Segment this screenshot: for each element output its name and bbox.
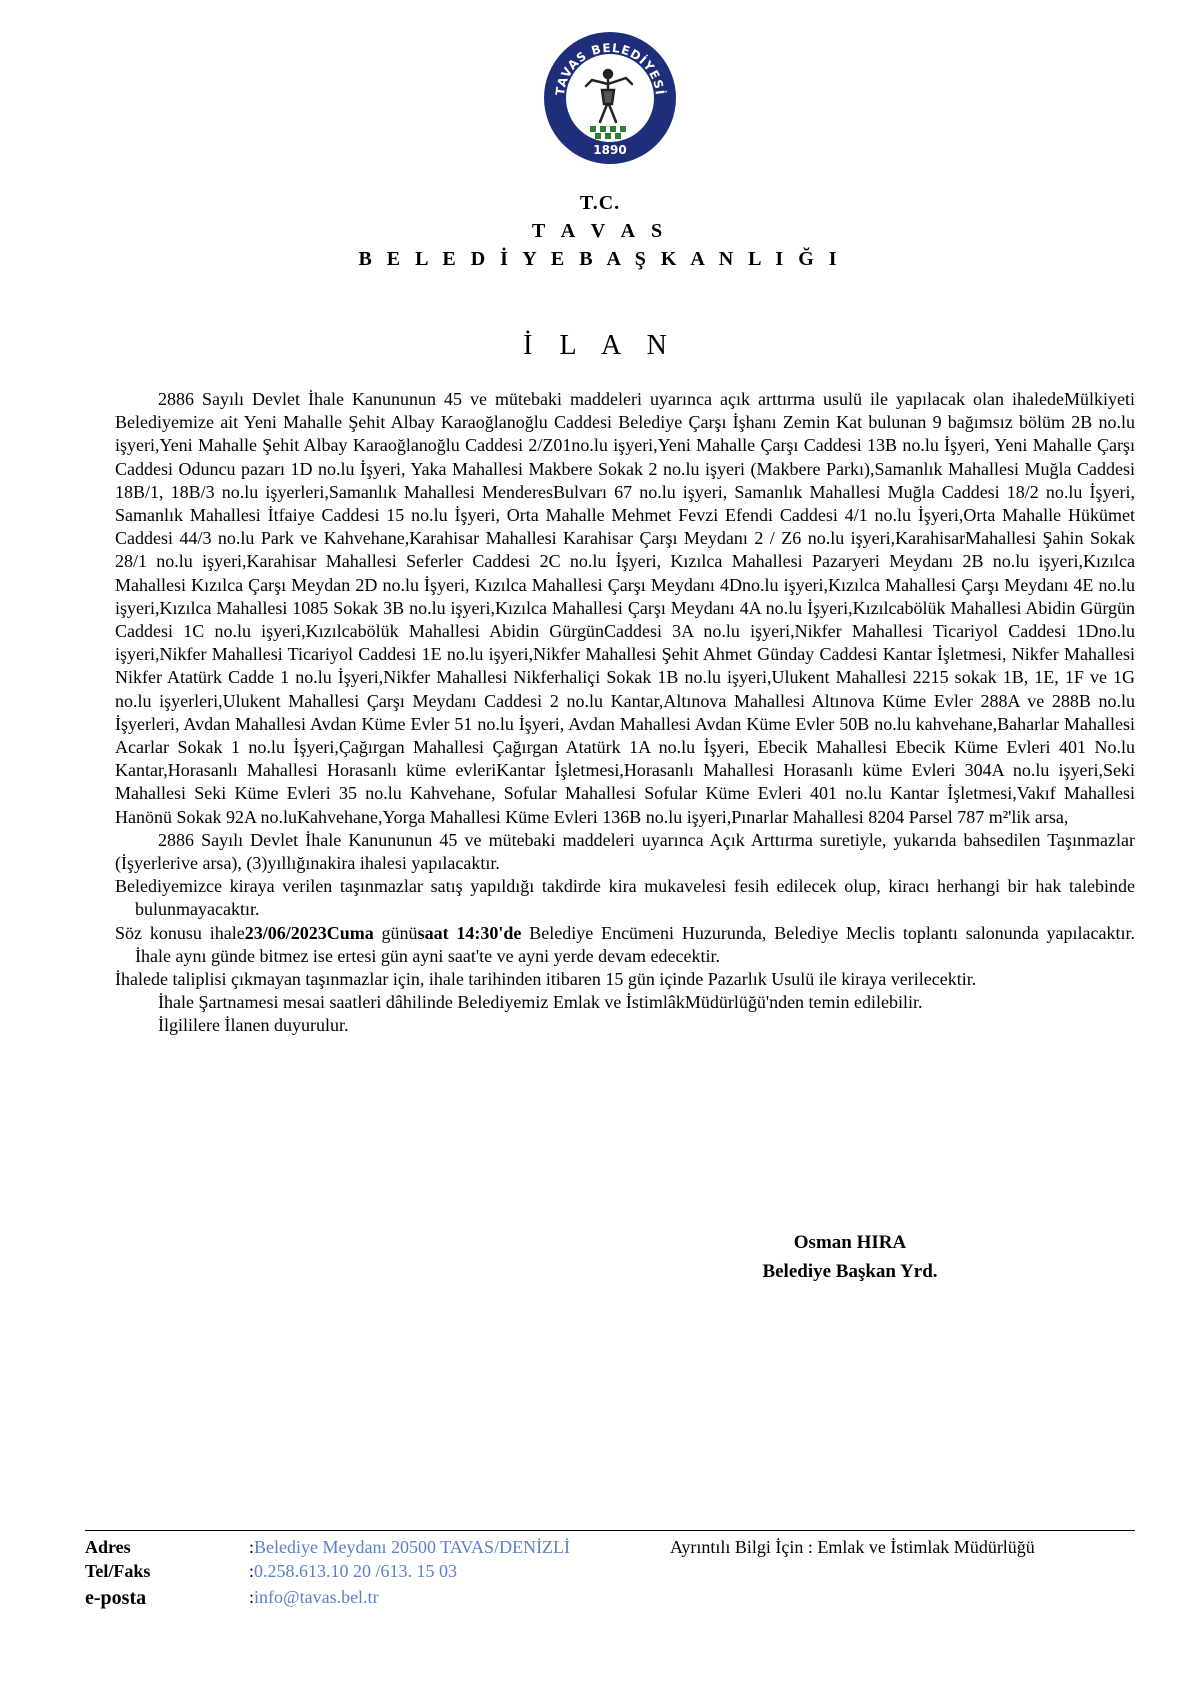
logo-year: 1890 [593,143,627,157]
email-value-wrap [249,1587,379,1608]
signatory-name: Osman HIRA [793,1232,907,1253]
notice-body [115,388,1135,1038]
info-text: Ayrıntılı Bilgi İçin : Emlak ve İstimlak Müdürlüğü [670,1537,1035,1557]
paragraph-announcement: İlgililere İlanen duyurulur. [158,1015,349,1036]
paragraph-tender-date [115,922,1135,968]
tender-date-intro: Söz konusu ihale [115,922,245,943]
tel-value-wrap [249,1561,457,1582]
header-belediye-baskanligi: B E L E D İ Y E B A Ş K A N L I Ğ I [358,248,842,270]
signatory-title: Belediye Başkan Yrd. [762,1261,938,1282]
paragraph-bargaining: İhalede taliplisi çıkmayan taşınmazlar için, ihale tarihinden itibaren 15 gün içinde Pazarlık Usulü ile kiraya verilecektir. [115,969,977,990]
paragraph-specifications: İhale Şartnamesi mesai saatleri dâhilinde Belediyemiz Emlak ve İstimlâkMüdürlüğü'nden temin edilebilir. [158,992,923,1013]
tel-colon: : [249,1561,255,1581]
paragraph-tender-type: 2886 Sayılı Devlet İhale Kanununun 45 ve mütebaki maddeleri uyarınca Açık Arttırma suretiyle, yukarıda bahsedilen Taşınmazlar (İşyerlerive arsa), (3)yıllığınakira ihalesi yapılacaktır. [115,829,1135,874]
email-link[interactable]: info@tavas.bel.tr [254,1587,379,1607]
paragraph-sale-clause: Belediyemizce kiraya verilen taşınmazlar satış yapıldığı takdirde kira mukavelesi fesih edilecek olup, kiracı herhangi bir hak talebinde bulunmayacaktır. [115,876,1135,920]
tender-location: Belediye Encümeni Huzurunda, Belediye Meclis toplantı salonunda yapılacaktır. İhale aynı günde bitmez ise ertesi gün ayni saat'te ve ayni yerde devam edecektir. [135,922,1136,966]
logo-text: TAVAS BELEDİYESİ [552,40,667,97]
address-colon: : [249,1537,255,1557]
tender-day-label: günü [373,922,418,943]
paragraph-property-list: 2886 Sayılı Devlet İhale Kanununun 45 ve mütebaki maddeleri uyarınca açık arttırma usulü ile yapılacak olan ihaledeMülkiyeti Belediyemize ait Yeni Mahalle Şehit Albay Karaoğlanoğlu Caddesi Belediye Çarşı İşhanı Zemin Kat bulunan 9 bağımsız bölüm 2B no.lu işyeri,Yeni Mahalle Şehit Albay Karaoğlanoğlu Caddesi 2/Z01no.lu işyeri,Yeni Mahalle Çarşı Caddesi 13B no.lu İşyeri, Yeni Mahalle Çarşı Caddesi Oduncu pazarı 1D no.lu İşyeri, Yaka Mahallesi Makbere Sokak 2 no.lu işyeri (Makbere Parkı),Samanlık Mahallesi Muğla Caddesi 18B/1, 18B/3 no.lu işyerleri,Samanlık Mahallesi MenderesBulvarı 67 no.lu işyeri, Samanlık Mahallesi Muğla Caddesi 18/2 no.lu İşyeri, Samanlık Mahallesi İtfaiye Caddesi 15 no.lu İşyeri, Orta Mahalle Mehmet Fevzi Efendi Caddesi 4/1 no.lu İşyeri,Orta Mahalle Hükümet Caddesi 44/3 no.lu Park ve Kahvehane,Karahisar Mahallesi Karahisar Çarşı Meydanı 2 / Z6 no.lu işyeri,KarahisarMahallesi Şahin Sokak 28/1 no.lu işyeri,Karahisar Mahallesi Seferler Caddesi 2C no.lu İşyeri, Kızılca Mahallesi Pazaryeri Meydanı 2B no.lu işyeri,Kızılca Mahallesi Kızılca Çarşı Meydan 2D no.lu İşyeri, Kızılca Mahallesi Çarşı Meydanı 4Dno.lu işyeri,Kızılca Mahallesi Çarşı Meydanı 4E no.lu işyeri,Kızılca Mahallesi 1085 Sokak 3B no.lu işyeri,Kızılca Mahallesi Çarşı Meydanı 4A no.lu İşyeri,Kızılcabölük Mahallesi Abidin Gürgün Caddesi 1C no.lu işyeri,Kızılcabölük Mahallesi Abidin GürgünCaddesi 3A no.lu işyeri,Nikfer Mahallesi Ticariyol Caddesi 1Dno.lu işyeri,Nikfer Mahallesi Ticariyol Caddesi 1E no.lu işyeri,Nikfer Mahallesi Şehit Ahmet Günday Caddesi Kantar İşletmesi, Nikfer Mahallesi Nikfer Atatürk Cadde 1 no.lu İşyeri,Nikfer Mahallesi Nikferhaliçi Sokak 1B no.lu işyeri,Ulukent Mahallesi 2215 sokak 1B, 1E, 1F ve 1G no.lu işyerleri,Ulukent Mahallesi Çarşı Meydanı Caddesi 2 no.lu Kantar,Altınova Mahallesi Altınova Küme Evler 288A ve 288B no.lu İşyerleri, Avdan Mahallesi Avdan Küme Evler 51 no.lu İşyeri, Avdan Mahallesi Avdan Küme Evler 50B no.lu kahvehane,Baharlar Mahallesi Acarlar Sokak 1 no.lu İşyeri,Çağırgan Mahallesi Çağırgan Atatürk 1A no.lu İşyeri, Ebecik Mahallesi Ebecik Küme Evleri 401 No.lu Kantar,Horasanlı Mahallesi Horasanlı küme evleriKantar İşletmesi,Horasanlı Mahallesi Horasanlı küme Evleri 304A no.lu işyeri,Seki Mahallesi Seki Küme Evleri 35 no.lu Kahvehane, Sofular Mahallesi Sofular Küme Evleri 401 no.lu Kantar İşletmesi,Vakıf Mahallesi Hanönü Sokak 92A no.luKahvehane,Yorga Mahallesi Küme Evleri 136B no.lu işyeri,Pınarlar Mahallesi 8204 Parsel 787 m²'lik arsa, [115,389,1135,827]
address-value-wrap [249,1537,570,1558]
header-tc: T.C. [579,192,621,214]
footer [85,1530,1135,1609]
address-label: Adres [85,1537,131,1557]
tel-value: 0.258.613.10 20 /613. 15 03 [254,1561,458,1581]
municipality-logo [542,30,678,166]
tel-label: Tel/Faks [85,1561,151,1581]
tender-time: saat 14:30'de [417,922,522,943]
tender-date: 23/06/2023Cuma [244,922,374,943]
header-tavas: T A V A S [531,220,669,242]
notice-title: İ L A N [523,330,677,361]
signature-block [735,1228,965,1286]
email-colon: : [249,1587,255,1607]
email-label: e-posta [85,1587,147,1609]
address-value: Belediye Meydanı 20500 TAVAS/DENİZLİ [254,1537,571,1557]
